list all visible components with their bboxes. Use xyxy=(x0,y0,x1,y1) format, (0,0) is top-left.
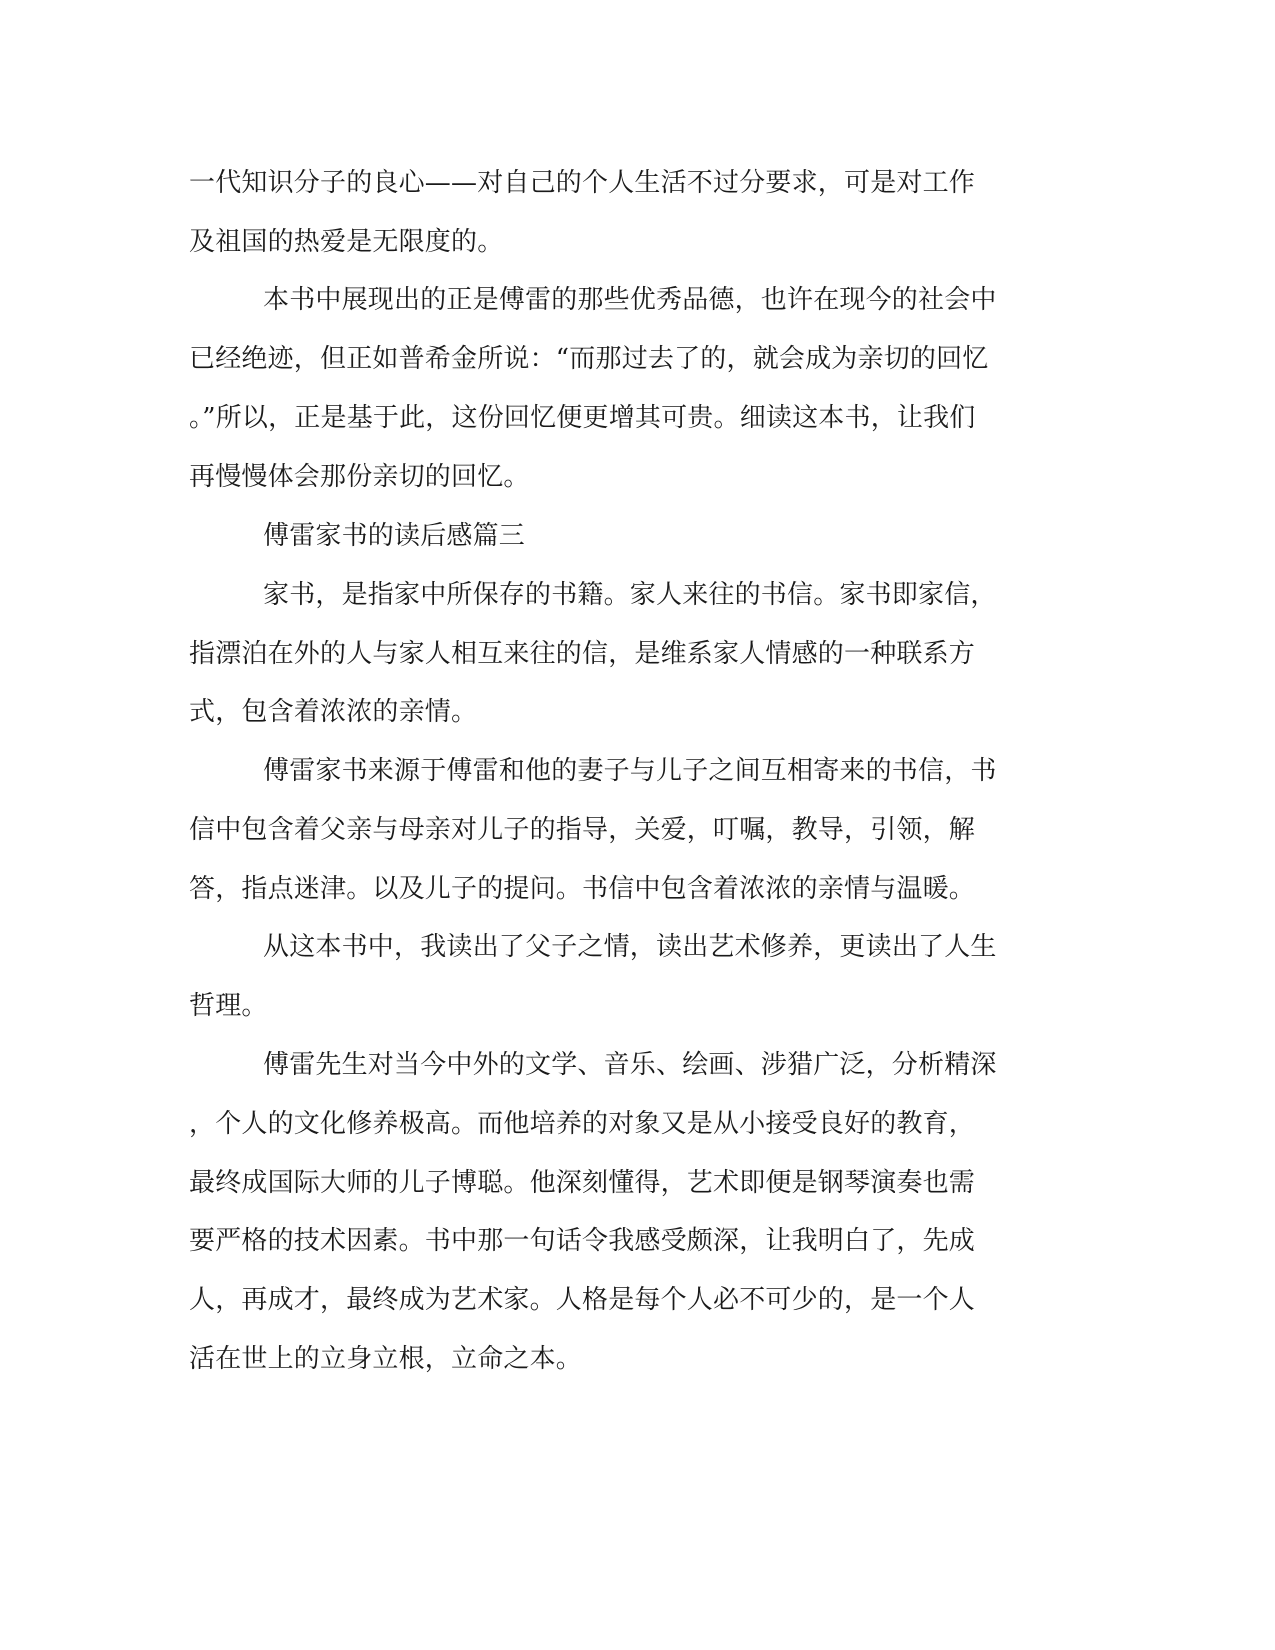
text-line: 一代知识分子的良心——对自己的个人生活不过分要求，可是对工作 xyxy=(189,168,976,198)
paragraph-line: 傅雷家书来源于傅雷和他的妻子与儿子之间互相寄来的书信，书 xyxy=(263,756,997,786)
text-line: 及祖国的热爱是无限度的。 xyxy=(189,227,504,257)
text-line: 最终成国际大师的儿子博聪。他深刻懂得，艺术即便是钢琴演奏也需 xyxy=(189,1168,976,1198)
text-line: 已经绝迹，但正如普希金所说：“而那过去了的，就会成为亲切的回忆 xyxy=(189,344,989,374)
text-line: 指漂泊在外的人与家人相互来往的信，是维系家人情感的一种联系方 xyxy=(189,639,976,669)
paragraph-line: 从这本书中，我读出了父子之情，读出艺术修养，更读出了人生 xyxy=(263,932,997,962)
section-heading: 傅雷家书的读后感篇三 xyxy=(263,521,526,551)
text-line: 活在世上的立身立根，立命之本。 xyxy=(189,1344,583,1374)
text-line: 。”所以，正是基于此，这份回忆便更增其可贵。细读这本书，让我们 xyxy=(189,403,976,433)
text-line: 答，指点迷津。以及儿子的提问。书信中包含着浓浓的亲情与温暖。 xyxy=(189,874,976,904)
text-line: 信中包含着父亲与母亲对儿子的指导，关爱，叮嘱，教导，引领，解 xyxy=(189,815,976,845)
text-line: 要严格的技术因素。书中那一句话令我感受颇深，让我明白了，先成 xyxy=(189,1226,976,1256)
text-line: ，个人的文化修养极高。而他培养的对象又是从小接受良好的教育， xyxy=(189,1109,976,1139)
paragraph-line: 家书，是指家中所保存的书籍。家人来往的书信。家书即家信， xyxy=(263,580,997,610)
paragraph-line: 本书中展现出的正是傅雷的那些优秀品德，也许在现今的社会中 xyxy=(263,285,997,315)
text-line: 再慢慢体会那份亲切的回忆。 xyxy=(189,462,530,492)
text-line: 人，再成才，最终成为艺术家。人格是每个人必不可少的，是一个人 xyxy=(189,1285,976,1315)
text-line: 哲理。 xyxy=(189,991,268,1021)
text-line: 式，包含着浓浓的亲情。 xyxy=(189,697,478,727)
paragraph-line: 傅雷先生对当今中外的文学、音乐、绘画、涉猎广泛，分析精深 xyxy=(263,1050,997,1080)
